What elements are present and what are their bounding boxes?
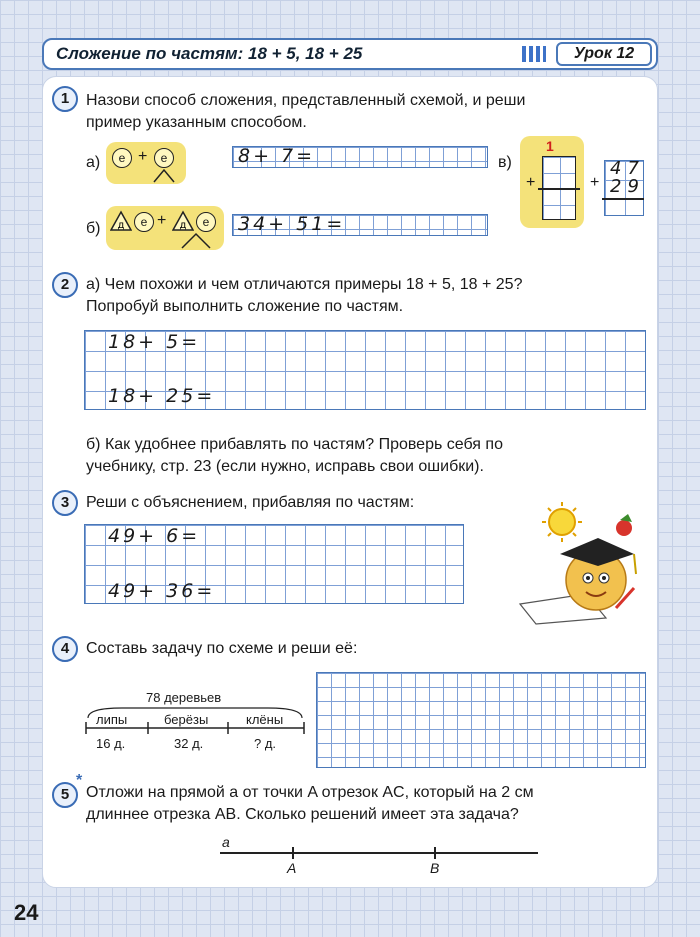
task5-text-line1: Отложи на прямой a от точки A отрезок AC, который на 2 см bbox=[86, 784, 534, 801]
lesson-title: Сложение по частям: 18 + 5, 18 + 25 bbox=[56, 44, 363, 63]
lesson-badge: Урок 12 bbox=[556, 42, 652, 66]
ten-triangle-icon bbox=[172, 210, 194, 232]
answer-grid-task4[interactable] bbox=[316, 672, 646, 768]
plus-sign: + bbox=[526, 174, 536, 191]
task1-v-label: в) bbox=[498, 154, 512, 171]
student-mascot-illustration bbox=[516, 500, 646, 626]
segment-label-lindens: липы bbox=[96, 712, 128, 727]
plus-sign: + bbox=[157, 212, 167, 229]
split-lines-icon bbox=[176, 232, 216, 250]
point-a-label: A bbox=[287, 860, 297, 876]
unit-circle: е bbox=[154, 148, 174, 168]
plus-sign: + bbox=[138, 148, 148, 165]
expression-b: 34+ 51= bbox=[238, 213, 346, 235]
difficulty-star: * bbox=[76, 772, 83, 789]
point-a-tick bbox=[292, 847, 294, 859]
task-number-4: 4 bbox=[52, 636, 78, 662]
split-lines-icon bbox=[150, 166, 180, 184]
segment-value-maples: ? д. bbox=[254, 736, 277, 751]
header-decoration bbox=[522, 46, 546, 62]
task-number-5: 5 bbox=[52, 782, 78, 808]
plus-sign: + bbox=[590, 174, 600, 191]
segment-value-birches: 32 д. bbox=[174, 736, 204, 751]
svg-text:д: д bbox=[179, 220, 187, 231]
column-sum-line bbox=[602, 198, 644, 200]
unit-circle: е bbox=[134, 212, 154, 232]
sum-line bbox=[538, 188, 580, 190]
scheme-total-label: 78 деревьев bbox=[146, 690, 222, 705]
segment-label-maples: клёны bbox=[246, 712, 284, 727]
task2-a-line2: Попробуй выполнить сложение по частям. bbox=[86, 298, 404, 315]
task-number-3: 3 bbox=[52, 490, 78, 516]
point-b-tick bbox=[434, 847, 436, 859]
straight-line-a bbox=[220, 852, 538, 854]
task2-b-line1: б) Как удобнее прибавлять по частям? Проверь себя по bbox=[86, 436, 503, 453]
task-number-1: 1 bbox=[52, 86, 78, 112]
task4-text: Составь задачу по схеме и реши её: bbox=[86, 640, 358, 657]
unit-circle: е bbox=[196, 212, 216, 232]
segment-value-lindens: 16 д. bbox=[96, 736, 126, 751]
svg-text:д: д bbox=[117, 220, 125, 231]
page-number: 24 bbox=[14, 900, 39, 925]
task3-text: Реши с объяснением, прибавляя по частям: bbox=[86, 494, 415, 511]
line-label: a bbox=[222, 834, 230, 850]
expression-49-plus-6: 49+ 6= bbox=[108, 525, 201, 547]
expression-18-plus-5: 18+ 5= bbox=[108, 331, 201, 353]
segment-label-birches: берёзы bbox=[164, 712, 209, 727]
task1-b-label: б) bbox=[86, 220, 101, 237]
task2-a-line1: а) Чем похожи и чем отличаются примеры 18 + 5, 18 + 25? bbox=[86, 276, 523, 293]
task1-a-label: а) bbox=[86, 154, 101, 171]
task1-text-line1: Назови способ сложения, представленный схемой, и реши bbox=[86, 92, 526, 109]
carry-digit: 1 bbox=[546, 138, 554, 154]
column-top-number: 47 bbox=[610, 158, 645, 179]
task-number-2: 2 bbox=[52, 272, 78, 298]
ten-triangle-icon bbox=[110, 210, 132, 232]
expression-49-plus-36: 49+ 36= bbox=[108, 580, 216, 602]
task5-text-line2: длиннее отрезка AB. Сколько решений имеет эта задача? bbox=[86, 806, 519, 823]
unit-circle: е bbox=[112, 148, 132, 168]
task2-b-line2: учебнику, стр. 23 (если нужно, исправь свои ошибки). bbox=[86, 458, 484, 475]
point-b-label: B bbox=[430, 860, 440, 876]
expression-18-plus-25: 18+ 25= bbox=[108, 385, 216, 407]
column-bottom-number: 29 bbox=[610, 176, 645, 197]
task1-text-line2: пример указанным способом. bbox=[86, 114, 307, 131]
expression-a: 8+ 7= bbox=[238, 145, 316, 167]
